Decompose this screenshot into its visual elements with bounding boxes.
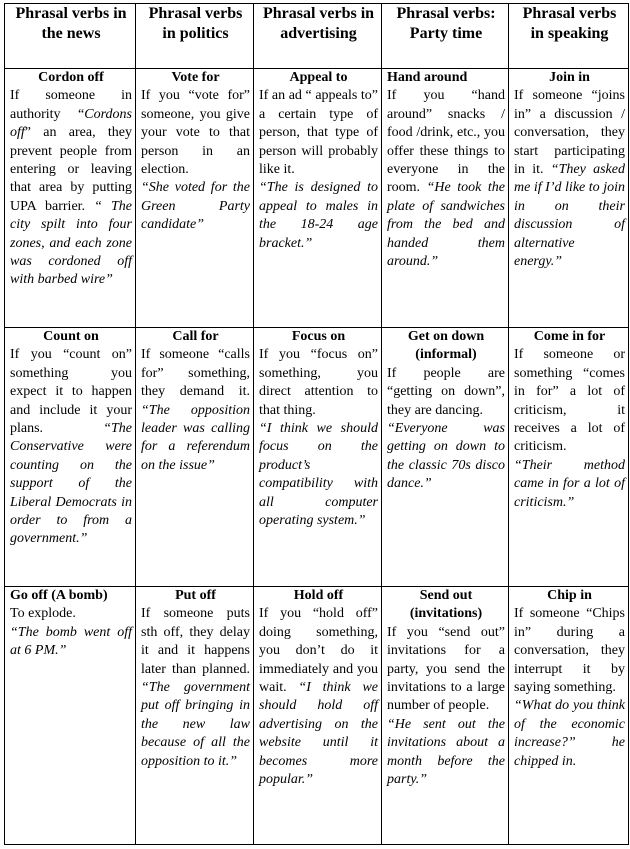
header-news: Phrasal verbs in the news: [5, 4, 136, 69]
cell-focus-on: [254, 328, 382, 587]
header-row: [5, 4, 629, 69]
term: Send out (invitations): [409, 588, 483, 622]
example: “He took the plate of sandwiches from the bed and handed them around.”: [387, 180, 505, 270]
cell-hand-around: [382, 69, 509, 328]
definition: If you “hold off” doing something, you don’t do it immediately and you wait.: [259, 606, 378, 696]
table-row: [5, 328, 629, 587]
definition: If you “hand around” snacks / food /drink, etc., you offer these things to everyone in the room.: [387, 88, 505, 196]
definition: If someone “Chips in” during a conversation, they interrupt it by saying something.: [514, 606, 625, 696]
cell-cordon-off: [5, 69, 136, 328]
example: “I think we should hold off advertising on the website until it becomes more popular.”: [259, 680, 378, 788]
cell-call-for: [136, 328, 254, 587]
cell-get-on-down: [382, 328, 509, 587]
cell-hold-off: [254, 587, 382, 845]
cell-vote-for: [136, 69, 254, 328]
definition: If someone “joins in” a discussion / conversation, they start participating in it.: [514, 88, 625, 178]
term: Appeal to: [289, 70, 348, 85]
example: “ The city spilt into four zones, and each zone was cordoned off with barbed wire”: [10, 198, 132, 288]
example: “He sent out the invitations about a month before the party.”: [387, 716, 505, 788]
term: Cordon off: [38, 70, 104, 85]
definition: If someone puts sth off, they delay it and it happens later than planned.: [141, 606, 250, 677]
example-tail: he chipped in.: [514, 735, 625, 769]
definition: If people are “getting on down”, they are dancing.: [387, 365, 505, 418]
cell-come-in-for: [509, 328, 629, 587]
definition: To explode.: [10, 606, 76, 622]
term: Focus on: [291, 329, 346, 344]
term: Call for: [172, 329, 219, 344]
term: Put off: [175, 588, 216, 603]
term: Hold off: [293, 588, 344, 603]
example: “The opposition leader was calling for a referendum on the issue”: [141, 402, 250, 473]
term: Count on: [43, 329, 99, 344]
definition: If someone in authority “: [10, 88, 132, 122]
example: “Their method came in for a lot of criticism.”: [514, 457, 625, 510]
definition-emphasis: Cordons off: [10, 106, 132, 141]
definition: If you “focus on” something, you direct attention to that thing.: [259, 347, 378, 418]
header-politics: Phrasal verbs in politics: [136, 4, 254, 69]
example: “They asked me if I’d like to join in on their discussion of alternative energy.”: [514, 162, 625, 270]
cell-go-off: [5, 587, 136, 845]
cell-chip-in: [509, 587, 629, 845]
cell-put-off: [136, 587, 254, 845]
cell-join-in: [509, 69, 629, 328]
phrasal-verbs-table: [4, 3, 629, 845]
example: “I think we should focus on the product’s compatibility with all computer operating system.”: [259, 421, 378, 529]
example: “The is designed to appeal to males in the 18-24 age bracket.”: [259, 180, 378, 251]
definition: If you “vote for” someone, you give your vote to that person in an election.: [141, 88, 250, 178]
table-row: [5, 69, 629, 328]
example: [514, 697, 625, 771]
term: Come in for: [533, 329, 606, 344]
term: Join in: [549, 70, 590, 85]
header-advertising: Phrasal verbs in advertising: [254, 4, 382, 69]
definition: If you “count on” something you expect it to happen and include it your plans.: [10, 347, 132, 437]
term: Chip in: [547, 588, 592, 603]
definition: ” an area, they prevent people from entering or leaving that area by putting UPA barrier.: [10, 125, 132, 214]
term: Go off (A bomb): [10, 588, 108, 603]
example: “The bomb went off at 6 PM.”: [10, 624, 132, 659]
definition: If you “send out” invitations for a party, you send the invitations to a large number of people.: [387, 624, 505, 714]
example-quote: “What do you think of the economic increase?”: [514, 698, 625, 751]
cell-count-on: [5, 328, 136, 587]
term: Vote for: [171, 70, 220, 85]
header-speaking: Phrasal verbs in speaking: [509, 4, 629, 69]
term: Get on down (informal): [407, 329, 485, 363]
term: Hand around: [387, 70, 468, 85]
cell-appeal-to: [254, 69, 382, 328]
cell-send-out: [382, 587, 509, 845]
example: “She voted for the Green Party candidate”: [141, 180, 250, 233]
example: “Everyone was getting on down to the classic 70s disco dance.”: [387, 421, 505, 492]
example: “The Conservative were counting on the support of the Liberal Democrats in order to from a government.”: [10, 421, 132, 547]
definition: If someone “calls for” something, they demand it.: [141, 347, 250, 400]
definition: If an ad “ appeals to” a certain type of person, that type of person will probably like it.: [259, 88, 378, 178]
header-party: Phrasal verbs: Party time: [382, 4, 509, 69]
example: “The government put off bringing in the new law because of all the opposition to it.”: [141, 680, 250, 769]
definition: If someone or something “comes in for” a lot of criticism, it receives a lot of criticism.: [514, 347, 625, 455]
table-row: [5, 587, 629, 845]
